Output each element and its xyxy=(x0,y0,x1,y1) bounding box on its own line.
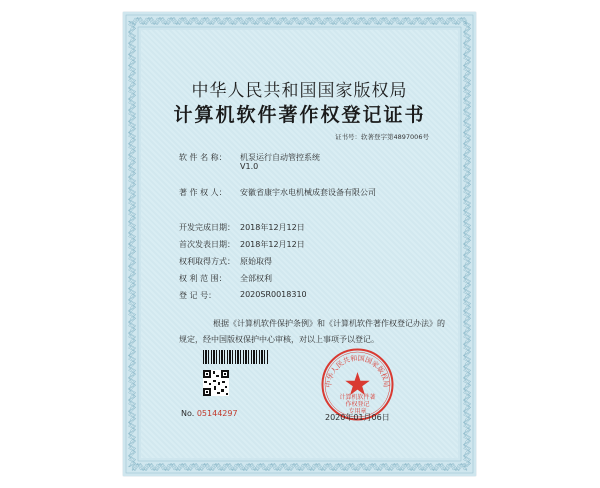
issue-date: 2020年01月06日 xyxy=(325,413,390,422)
barcode xyxy=(203,350,269,364)
official-seal xyxy=(320,347,395,422)
field-label-acquisition: 权利取得方式： xyxy=(179,257,235,266)
field-label-reg-number: 登 记 号： xyxy=(179,291,217,300)
seal-subtext-line: 作权登记 xyxy=(345,401,370,408)
seal-arc-text: 中华人民共和国国家版权局 xyxy=(324,354,391,388)
field-value-reg-number: 2020SR0018310 xyxy=(240,290,307,299)
serial-number-value: 05144297 xyxy=(196,409,238,418)
field-label-owner: 著 作 权 人： xyxy=(179,188,227,197)
statement-line-1: 根据《计算机软件保护条例》和《计算机软件著作权登记办法》的 xyxy=(213,319,445,328)
serial-prefix: No. xyxy=(181,409,195,418)
field-label-publish-date: 首次发表日期： xyxy=(179,240,235,249)
field-value-version: V1.0 xyxy=(240,162,259,171)
certificate-number: 证书号：软著登字第4897006号 xyxy=(335,133,429,141)
qr-code-icon xyxy=(203,370,229,396)
seal-subtext-line: 专用章 xyxy=(348,408,367,415)
field-value-dev-date: 2018年12月12日 xyxy=(240,223,305,232)
field-label-dev-date: 开发完成日期： xyxy=(179,223,235,232)
field-label-software-name: 软 件 名 称： xyxy=(179,153,227,162)
field-value-publish-date: 2018年12月12日 xyxy=(240,240,305,249)
field-value-acquisition: 原始取得 xyxy=(240,257,272,266)
certificate xyxy=(123,12,476,476)
field-value-scope: 全部权利 xyxy=(240,274,272,283)
statement-line-2: 规定，经中国版权保护中心审核，对以上事项予以登记。 xyxy=(179,335,379,344)
issuer-title: 中华人民共和国国家版权局 xyxy=(191,81,408,101)
certificate-title: 计算机软件著作权登记证书 xyxy=(173,104,426,126)
seal-subtext-line: 计算机软件著 xyxy=(339,394,376,401)
field-value-software-name: 机泵运行自动管控系统 xyxy=(240,153,320,162)
field-value-owner: 安徽省康宇水电机械成套设备有限公司 xyxy=(240,188,376,197)
serial-number xyxy=(181,409,238,418)
field-label-scope: 权 利 范 围： xyxy=(179,274,227,283)
